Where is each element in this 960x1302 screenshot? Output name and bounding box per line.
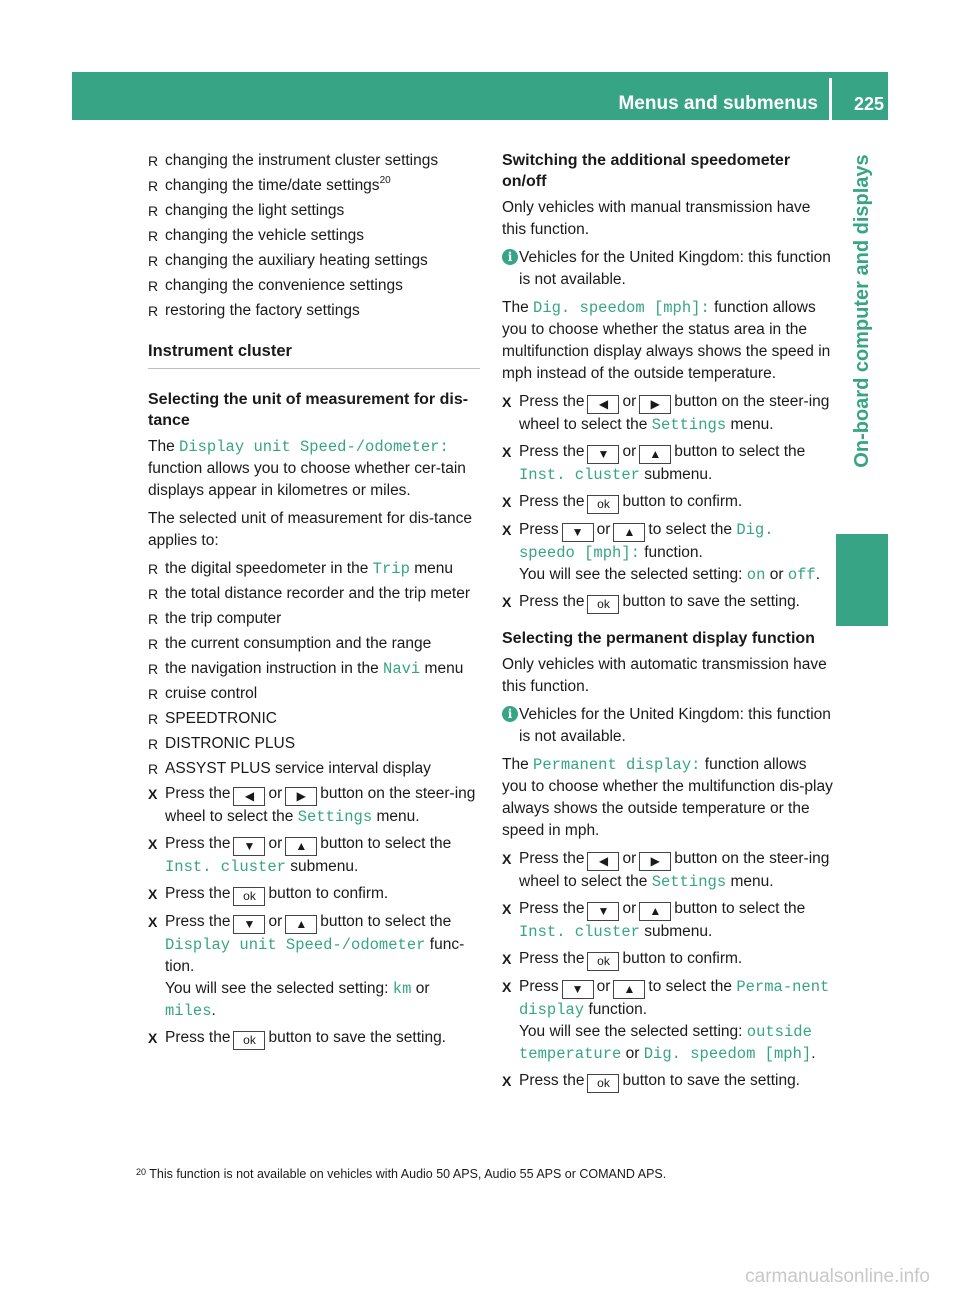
up-arrow-key-icon: ▲	[613, 980, 645, 999]
subsection-title: Selecting the unit of measurement for dis-tance	[148, 391, 469, 429]
list-item: R changing the vehicle settings	[148, 227, 365, 244]
watermark: carmanualsonline.info	[745, 1266, 930, 1287]
paragraph: The Display unit Speed-/odometer: function allows you to choose whether cer-tain displays appear in kilometres or miles.	[148, 438, 466, 499]
header-divider	[829, 78, 832, 120]
list-item: R changing the auxiliary heating settings	[148, 252, 428, 269]
subsection-title: Switching the additional speedometer on/off	[502, 152, 791, 190]
list-item: R restoring the factory settings	[148, 302, 360, 319]
footnote	[136, 1166, 836, 1182]
instruction-step: X Press the ◀ or ▶ button on the steer-ing wheel to select the Settings menu.	[502, 850, 830, 891]
instruction-step: X Press ▼ or ▲ to select the Perma-nent display function. You will see the selected setting: outside temperature or Dig. speedom [mph].	[502, 978, 830, 1063]
instruction-step: X Press the ◀ or ▶ button on the steer-ing wheel to select the Settings menu.	[148, 785, 476, 826]
footnote-text: This function is not available on vehicles with Audio 50 APS, Audio 55 APS or COMAND APS.	[149, 1167, 667, 1181]
paragraph: Only vehicles with automatic transmission have this function.	[502, 656, 827, 695]
list-item: R the current consumption and the range	[148, 635, 432, 652]
instruction-step: X Press the ▼ or ▲ button to select the Inst. cluster submenu.	[148, 835, 452, 876]
list-item: R changing the convenience settings	[148, 277, 403, 294]
left-column	[148, 150, 480, 1055]
info-icon: i	[502, 706, 518, 722]
up-arrow-key-icon: ▲	[639, 902, 671, 921]
down-arrow-key-icon: ▼	[233, 915, 265, 934]
list-item: R changing the instrument cluster settings	[148, 152, 439, 169]
right-column	[502, 150, 834, 1098]
side-tab-label: On-board computer and displays	[851, 154, 873, 468]
right-arrow-key-icon: ▶	[639, 395, 671, 414]
up-arrow-key-icon: ▲	[285, 837, 317, 856]
list-item: R SPEEDTRONIC	[148, 710, 277, 727]
list-item: R changing the time/date settings$^{20}$	[148, 175, 391, 194]
instruction-step: X Press the ok button to confirm.	[502, 491, 834, 514]
instruction-step: X Press the ◀ or ▶ button on the steer-ing wheel to select the Settings menu.	[502, 393, 830, 434]
list-item: R cruise control	[148, 685, 258, 702]
side-tab-marker	[836, 534, 888, 626]
down-arrow-key-icon: ▼	[587, 445, 619, 464]
side-tab	[836, 126, 888, 1146]
left-arrow-key-icon: ◀	[587, 852, 619, 871]
paragraph: The selected unit of measurement for dis-tance applies to:	[148, 510, 472, 549]
paragraph: The Permanent display: function allows you to choose whether the multifunction dis-play always shows the outside temperature or the speed in mph.	[502, 756, 833, 839]
page-title: Menus and submenus	[618, 93, 818, 114]
right-arrow-key-icon: ▶	[639, 852, 671, 871]
instruction-step: X Press the ok button to save the setting.	[502, 1070, 834, 1093]
instruction-step: X Press the ▼ or ▲ button to select the Inst. cluster submenu.	[502, 443, 806, 484]
header-bar	[72, 72, 888, 120]
info-note: i Vehicles for the United Kingdom: this function is not available.	[502, 247, 834, 291]
down-arrow-key-icon: ▼	[587, 902, 619, 921]
paragraph: Only vehicles with manual transmission have this function.	[502, 199, 811, 238]
instruction-step: X Press the ▼ or ▲ button to select the Inst. cluster submenu.	[502, 900, 806, 941]
page-number: 225	[853, 94, 884, 114]
down-arrow-key-icon: ▼	[562, 523, 594, 542]
right-arrow-key-icon: ▶	[285, 787, 317, 806]
ok-key-icon: ok	[233, 887, 265, 906]
footnote-ref: 20	[379, 175, 391, 186]
subsection-title: Selecting the permanent display function	[502, 630, 815, 647]
ok-key-icon: ok	[587, 1074, 619, 1093]
list-item: R the trip computer	[148, 610, 282, 627]
instruction-step: X Press the ▼ or ▲ button to select the Display unit Speed-/odometer func-tion. You will see the selected setting: km or miles.	[148, 913, 465, 1020]
info-icon: i	[502, 249, 518, 265]
list-item: R the digital speedometer in the Trip menu	[148, 560, 453, 578]
ok-key-icon: ok	[587, 595, 619, 614]
section-title: Instrument cluster	[148, 340, 480, 369]
instruction-step: X Press the ok button to confirm.	[502, 948, 834, 971]
up-arrow-key-icon: ▲	[639, 445, 671, 464]
down-arrow-key-icon: ▼	[562, 980, 594, 999]
paragraph: The Dig. speedom [mph]: function allows you to choose whether the status area in the multifunction display always shows the speed in mph instead of the outside temperature.	[502, 299, 831, 382]
info-note: i Vehicles for the United Kingdom: this function is not available.	[502, 704, 834, 748]
instruction-step: X Press the ok button to confirm.	[148, 883, 480, 906]
list-item: R DISTRONIC PLUS	[148, 735, 296, 752]
up-arrow-key-icon: ▲	[613, 523, 645, 542]
ok-key-icon: ok	[233, 1031, 265, 1050]
up-arrow-key-icon: ▲	[285, 915, 317, 934]
instruction-step: X Press the ok button to save the setting.	[148, 1027, 480, 1050]
ok-key-icon: ok	[587, 952, 619, 971]
instruction-step: X Press ▼ or ▲ to select the Dig. speedo [mph]: function. You will see the selected setting: on or off.	[502, 521, 821, 584]
left-arrow-key-icon: ◀	[233, 787, 265, 806]
list-item: R changing the light settings	[148, 202, 345, 219]
footnote-number: 20	[136, 1167, 147, 1177]
list-item: R ASSYST PLUS service interval display	[148, 760, 431, 777]
down-arrow-key-icon: ▼	[233, 837, 265, 856]
left-arrow-key-icon: ◀	[587, 395, 619, 414]
list-item: R the navigation instruction in the Navi menu	[148, 660, 464, 678]
ok-key-icon: ok	[587, 495, 619, 514]
list-item: R the total distance recorder and the trip meter	[148, 585, 470, 602]
instruction-step: X Press the ok button to save the setting.	[502, 591, 834, 614]
